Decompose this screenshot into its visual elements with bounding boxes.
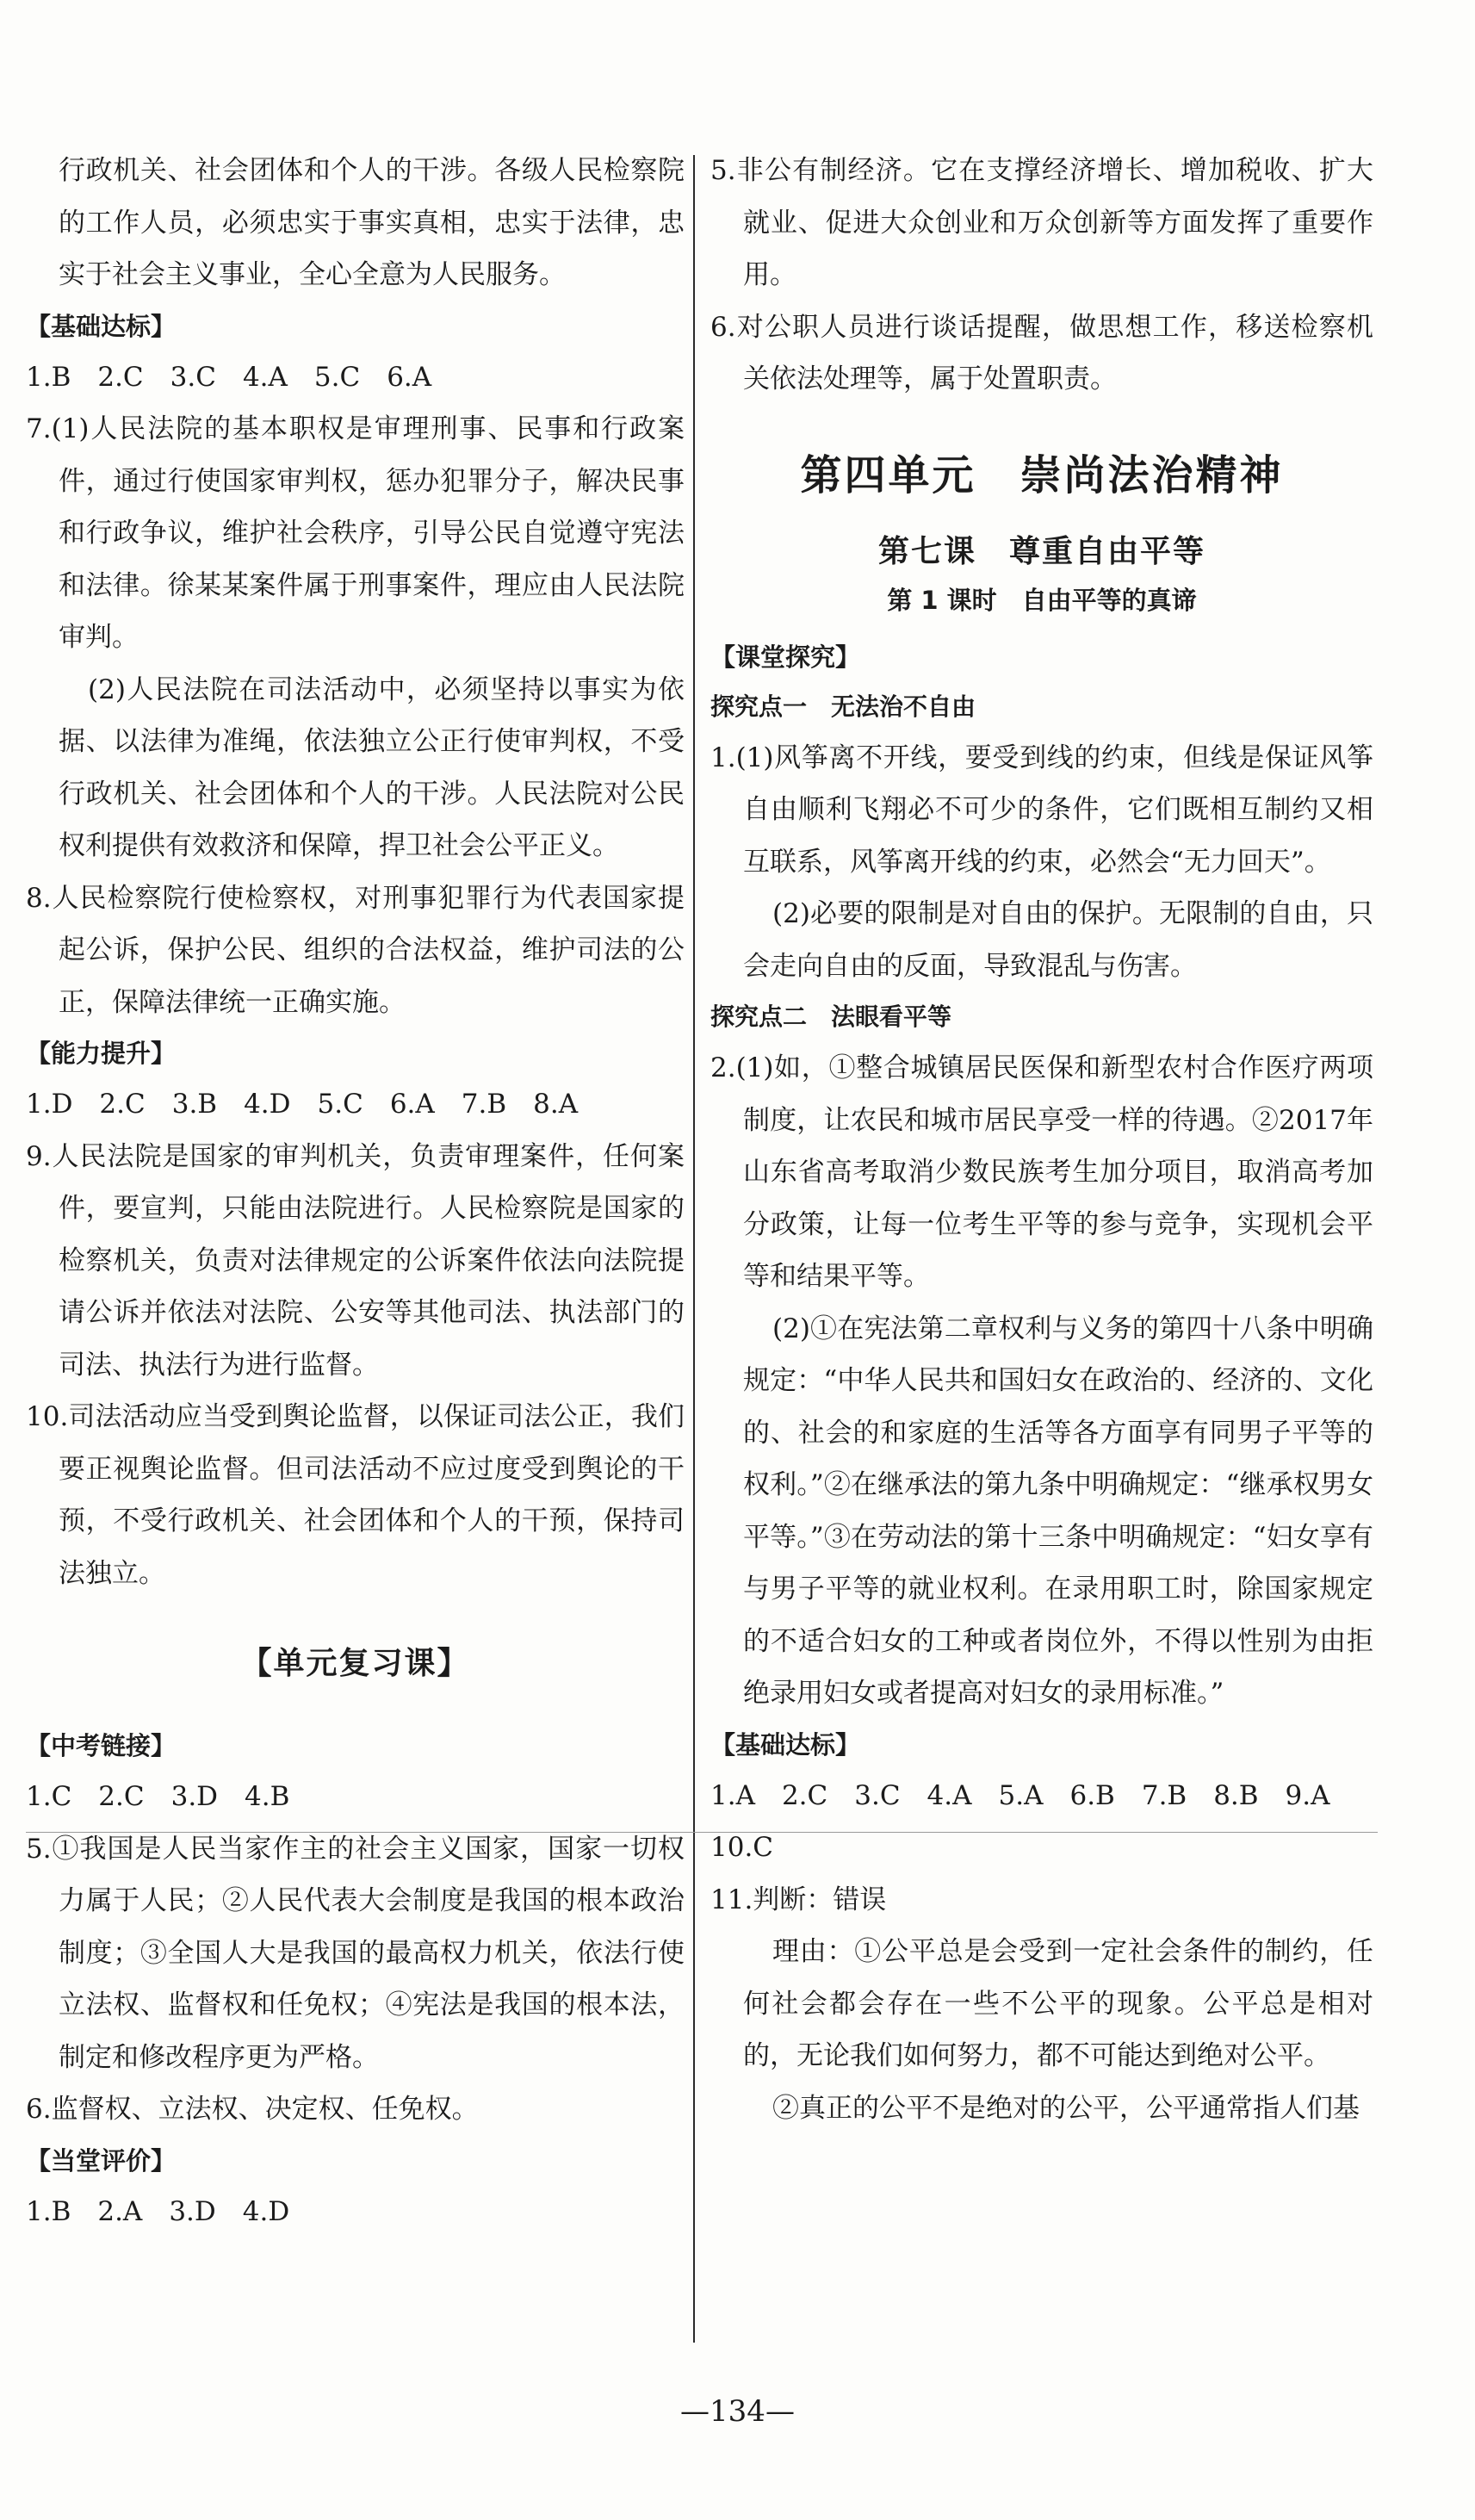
answer-q11-reason-2: ②真正的公平不是绝对的公平，公平通常指人们基 — [772, 2092, 1360, 2124]
answer-q6: 6.对公职人员进行谈话提醒，做思想工作，移送检察机关依法处理等，属于处置职责。 — [710, 311, 1373, 394]
answer-q8: 8.人民检察院行使检察权，对刑事犯罪行为代表国家提起公诉，保护公民、组织的合法权益，维护司法的公正，保障法律统一正确实施。 — [26, 882, 685, 1018]
answer-line: 1.B 2.C 3.C 4.A 5.C 6.A — [26, 361, 432, 393]
answer-line: 10.C — [710, 1832, 774, 1863]
lesson-title: 第七课 尊重自由平等 — [877, 533, 1205, 569]
answer-q11: 11.判断：错误 — [710, 1884, 887, 1915]
left-column — [26, 145, 685, 2238]
right-column — [710, 145, 1373, 2134]
inquiry-point-2: 探究点二 法眼看平等 — [710, 1002, 952, 1031]
answer-line: 1.B 2.A 3.D 4.D — [26, 2195, 290, 2227]
answer-q9: 9.人民法院是国家的审判机关，负责审理案件，任何案件，要宣判，只能由法院进行。人民检察院是国家的检察机关，负责对法律规定的公诉案件依法向法院提请公诉并依法对法院、公安等其他司法、执法部门的司法、执法行为进行监督。 — [26, 1140, 685, 1381]
column-divider — [693, 155, 695, 2343]
section-heading-evaluation: 【当堂评价】 — [26, 2145, 177, 2176]
answer-q7-2: (2)人民法院在司法活动中，必须坚持以事实为依据、以法律为准绳，依法独立公正行使审判权，不受行政机关、社会团体和个人的干涉。人民法院对公民权利提供有效救济和保障，捍卫社会公平正义。 — [59, 673, 685, 861]
answer-q5: 5.非公有制经济。它在支撑经济增长、增加税收、扩大就业、促进大众创业和万众创新等方面发挥了重要作用。 — [710, 155, 1373, 290]
answer-line: 1.D 2.C 3.B 4.D 5.C 6.A 7.B 8.A — [26, 1089, 579, 1120]
answer-p1-2: (2)必要的限制是对自由的保护。无限制的自由，只会走向自由的反面，导致混乱与伤害。 — [743, 898, 1373, 982]
answer-p2-1: 2.(1)如，①整合城镇居民医保和新型农村合作医疗两项制度，让农民和城市居民享受一样的待遇。②2017年山东省高考取消少数民族考生加分项目，取消高考加分政策，让每一位考生平等的参与竞争，实现机会平等和结果平等。 — [710, 1052, 1373, 1292]
answer-p1-1: 1.(1)风筝离不开线，要受到线的约束，但线是保证风筝自由顺利飞翔必不可少的条件，它们既相互制约又相互联系，风筝离开线的约束，必然会“无力回天”。 — [710, 742, 1373, 878]
answer-line: 1.C 2.C 3.D 4.B — [26, 1781, 290, 1812]
answer-q5: 5.①我国是人民当家作主的社会主义国家，国家一切权力属于人民；②人民代表大会制度是我国的根本政治制度；③全国人大是我国的最高权力机关，依法行使立法权、监督权和任免权；④宪法是我国的根本法，制定和修改程序更为严格。 — [26, 1833, 685, 2073]
continued-paragraph: 行政机关、社会团体和个人的干涉。各级人民检察院的工作人员，必须忠实于事实真相，忠实于法律，忠实于社会主义事业，全心全意为人民服务。 — [59, 155, 685, 290]
answer-q10: 10.司法活动应当受到舆论监督，以保证司法公正，我们要正视舆论监督。但司法活动不应过度受到舆论的干预，不受行政机关、社会团体和个人的干预，保持司法独立。 — [26, 1401, 685, 1589]
answer-q6: 6.监督权、立法权、决定权、任免权。 — [26, 2094, 479, 2125]
inquiry-point-1: 探究点一 无法治不自由 — [710, 692, 976, 721]
answer-q11-reason: 理由：①公平总是会受到一定社会条件的制约，任何社会都会存在一些不公平的现象。公平总是相对的，无论我们如何努力，都不可能达到绝对公平。 — [743, 1936, 1373, 2071]
answer-line: 1.A 2.C 3.C 4.A 5.A 6.B 7.B 8.B 9.A — [710, 1779, 1330, 1811]
section-heading-basic: 【基础达标】 — [710, 1729, 861, 1760]
page-number: —134— — [680, 2394, 795, 2429]
section-heading-class: 【课堂探究】 — [710, 642, 861, 672]
section-heading-zhongkao: 【中考链接】 — [26, 1731, 177, 1760]
unit-title: 第四单元 崇尚法治精神 — [800, 450, 1284, 500]
section-heading-ability: 【能力提升】 — [26, 1039, 177, 1068]
unit-review-title: 【单元复习课】 — [240, 1646, 470, 1681]
answer-p2-2: (2)①在宪法第二章权利与义务的第四十八条中明确规定：“中华人民共和国妇女在政治的、经济的、文化的、社会的和家庭的生活等各方面享有同男子平等的权利。”②在继承法的第九条中明确规定：“继承权男女平等。”③在劳动法的第十三条中明确规定：“妇女享有与男子平等的就业权利。在录用职工时，除国家规定的不适合妇女的工种或者岗位外，不得以性别为由拒绝录用妇女或者提高对妇女的录用标准。” — [743, 1313, 1373, 1709]
period-title: 第 1 课时 自由平等的真谛 — [887, 585, 1197, 615]
answer-q7-1: 7.(1)人民法院的基本职权是审理刑事、民事和行政案件，通过行使国家审判权，惩办犯罪分子，解决民事和行政争议，维护社会秩序，引导公民自觉遵守宪法和法律。徐某某案件属于刑事案件，理应由人民法院审判。 — [26, 413, 685, 653]
section-heading-basic: 【基础达标】 — [26, 311, 177, 341]
